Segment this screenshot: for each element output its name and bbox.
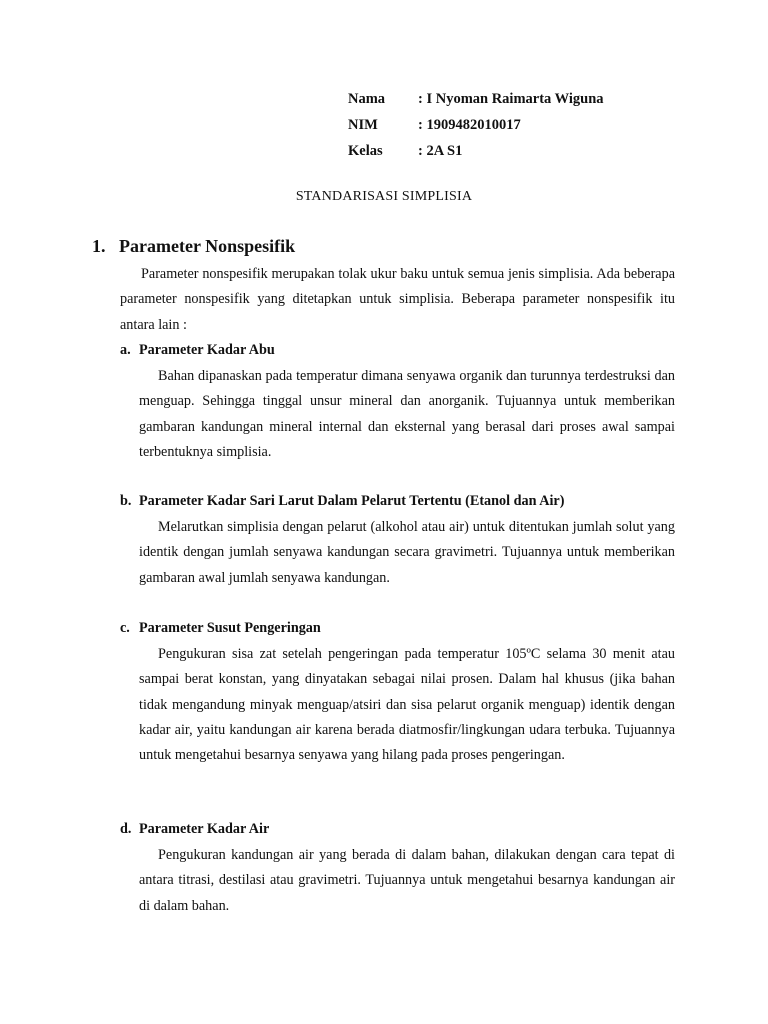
subsection-heading-a — [120, 342, 275, 359]
subsection-heading-d — [120, 821, 269, 838]
student-identity — [348, 86, 604, 164]
subsection-title-b: Parameter Kadar Sari Larut Dalam Pelarut Tertentu (Etanol dan Air) — [139, 493, 565, 509]
subsection-body-b — [139, 515, 675, 591]
section-number: 1. — [92, 236, 106, 256]
class-value: : 2A S1 — [418, 142, 463, 159]
identity-row-class — [348, 138, 604, 164]
name-value: : I Nyoman Raimarta Wiguna — [418, 90, 604, 107]
identity-row-nim — [348, 112, 604, 138]
document-title: STANDARISASI SIMPLISIA — [295, 189, 473, 204]
subsection-text-b: Melarutkan simplisia dengan pelarut (alkohol atau air) untuk ditentukan jumlah solut yang identik dengan jumlah senyawa kandungan secara gravimetri. Tujuannya untuk memberikan gambaran awal jumlah senyawa kandungan. — [139, 519, 675, 586]
section-intro-text: Parameter nonspesifik merupakan tolak ukur baku untuk semua jenis simplisia. Ada beberapa parameter nonspesifik yang ditetapkan untuk simplisia. Beberapa parameter nonspesifik itu antara lain : — [120, 266, 675, 333]
subsection-body-a — [139, 364, 675, 465]
subsection-letter-c: c. — [120, 620, 130, 636]
nim-value: : 1909482010017 — [418, 116, 521, 133]
subsection-text-a: Bahan dipanaskan pada temperatur dimana senyawa organik dan turunnya terdestruksi dan menguap. Sehingga tinggal unsur mineral dan anorganik. Tujuannya untuk memberikan gambaran kandungan mineral internal dan eksternal yang berasal dari proses awal sampai terbentuknya simplisia. — [139, 368, 675, 460]
subsection-letter-a: a. — [120, 342, 131, 358]
nim-label: NIM — [348, 116, 378, 133]
section-intro — [120, 262, 675, 338]
name-label: Nama — [348, 90, 386, 107]
subsection-title-a: Parameter Kadar Abu — [139, 342, 275, 358]
subsection-letter-d: d. — [120, 821, 132, 837]
subsection-text-d: Pengukuran kandungan air yang berada di dalam bahan, dilakukan dengan cara tepat di antara titrasi, destilasi atau gravimetri. Tujuannya untuk mengetahui besarnya kandungan air di dalam bahan. — [139, 847, 675, 914]
subsection-body-d — [139, 843, 675, 919]
subsection-heading-c — [120, 620, 321, 637]
subsection-title-c: Parameter Susut Pengeringan — [139, 620, 321, 636]
class-label: Kelas — [348, 142, 383, 159]
subsection-letter-b: b. — [120, 493, 132, 509]
subsection-title-d: Parameter Kadar Air — [139, 821, 270, 837]
identity-row-name — [348, 86, 604, 112]
subsection-heading-b — [120, 493, 564, 510]
subsection-body-c — [139, 642, 675, 768]
subsection-text-c: Pengukuran sisa zat setelah pengeringan pada temperatur 105ºC selama 30 menit atau sampai berat konstan, yang dinyatakan sebagai nilai prosen. Dalam hal khusus (jika bahan tidak mengandung minyak menguap/atsiri dan sisa pelarut organik menguap) identik dengan kadar air, yaitu kandungan air karena berada diatmosfir/lingkungan udara terbuka. Tujuannya untuk mengetahui besarnya senyawa yang hilang pada proses pengeringan. — [139, 646, 675, 764]
section-heading — [92, 236, 295, 257]
section-title: Parameter Nonspesifik — [119, 236, 296, 256]
